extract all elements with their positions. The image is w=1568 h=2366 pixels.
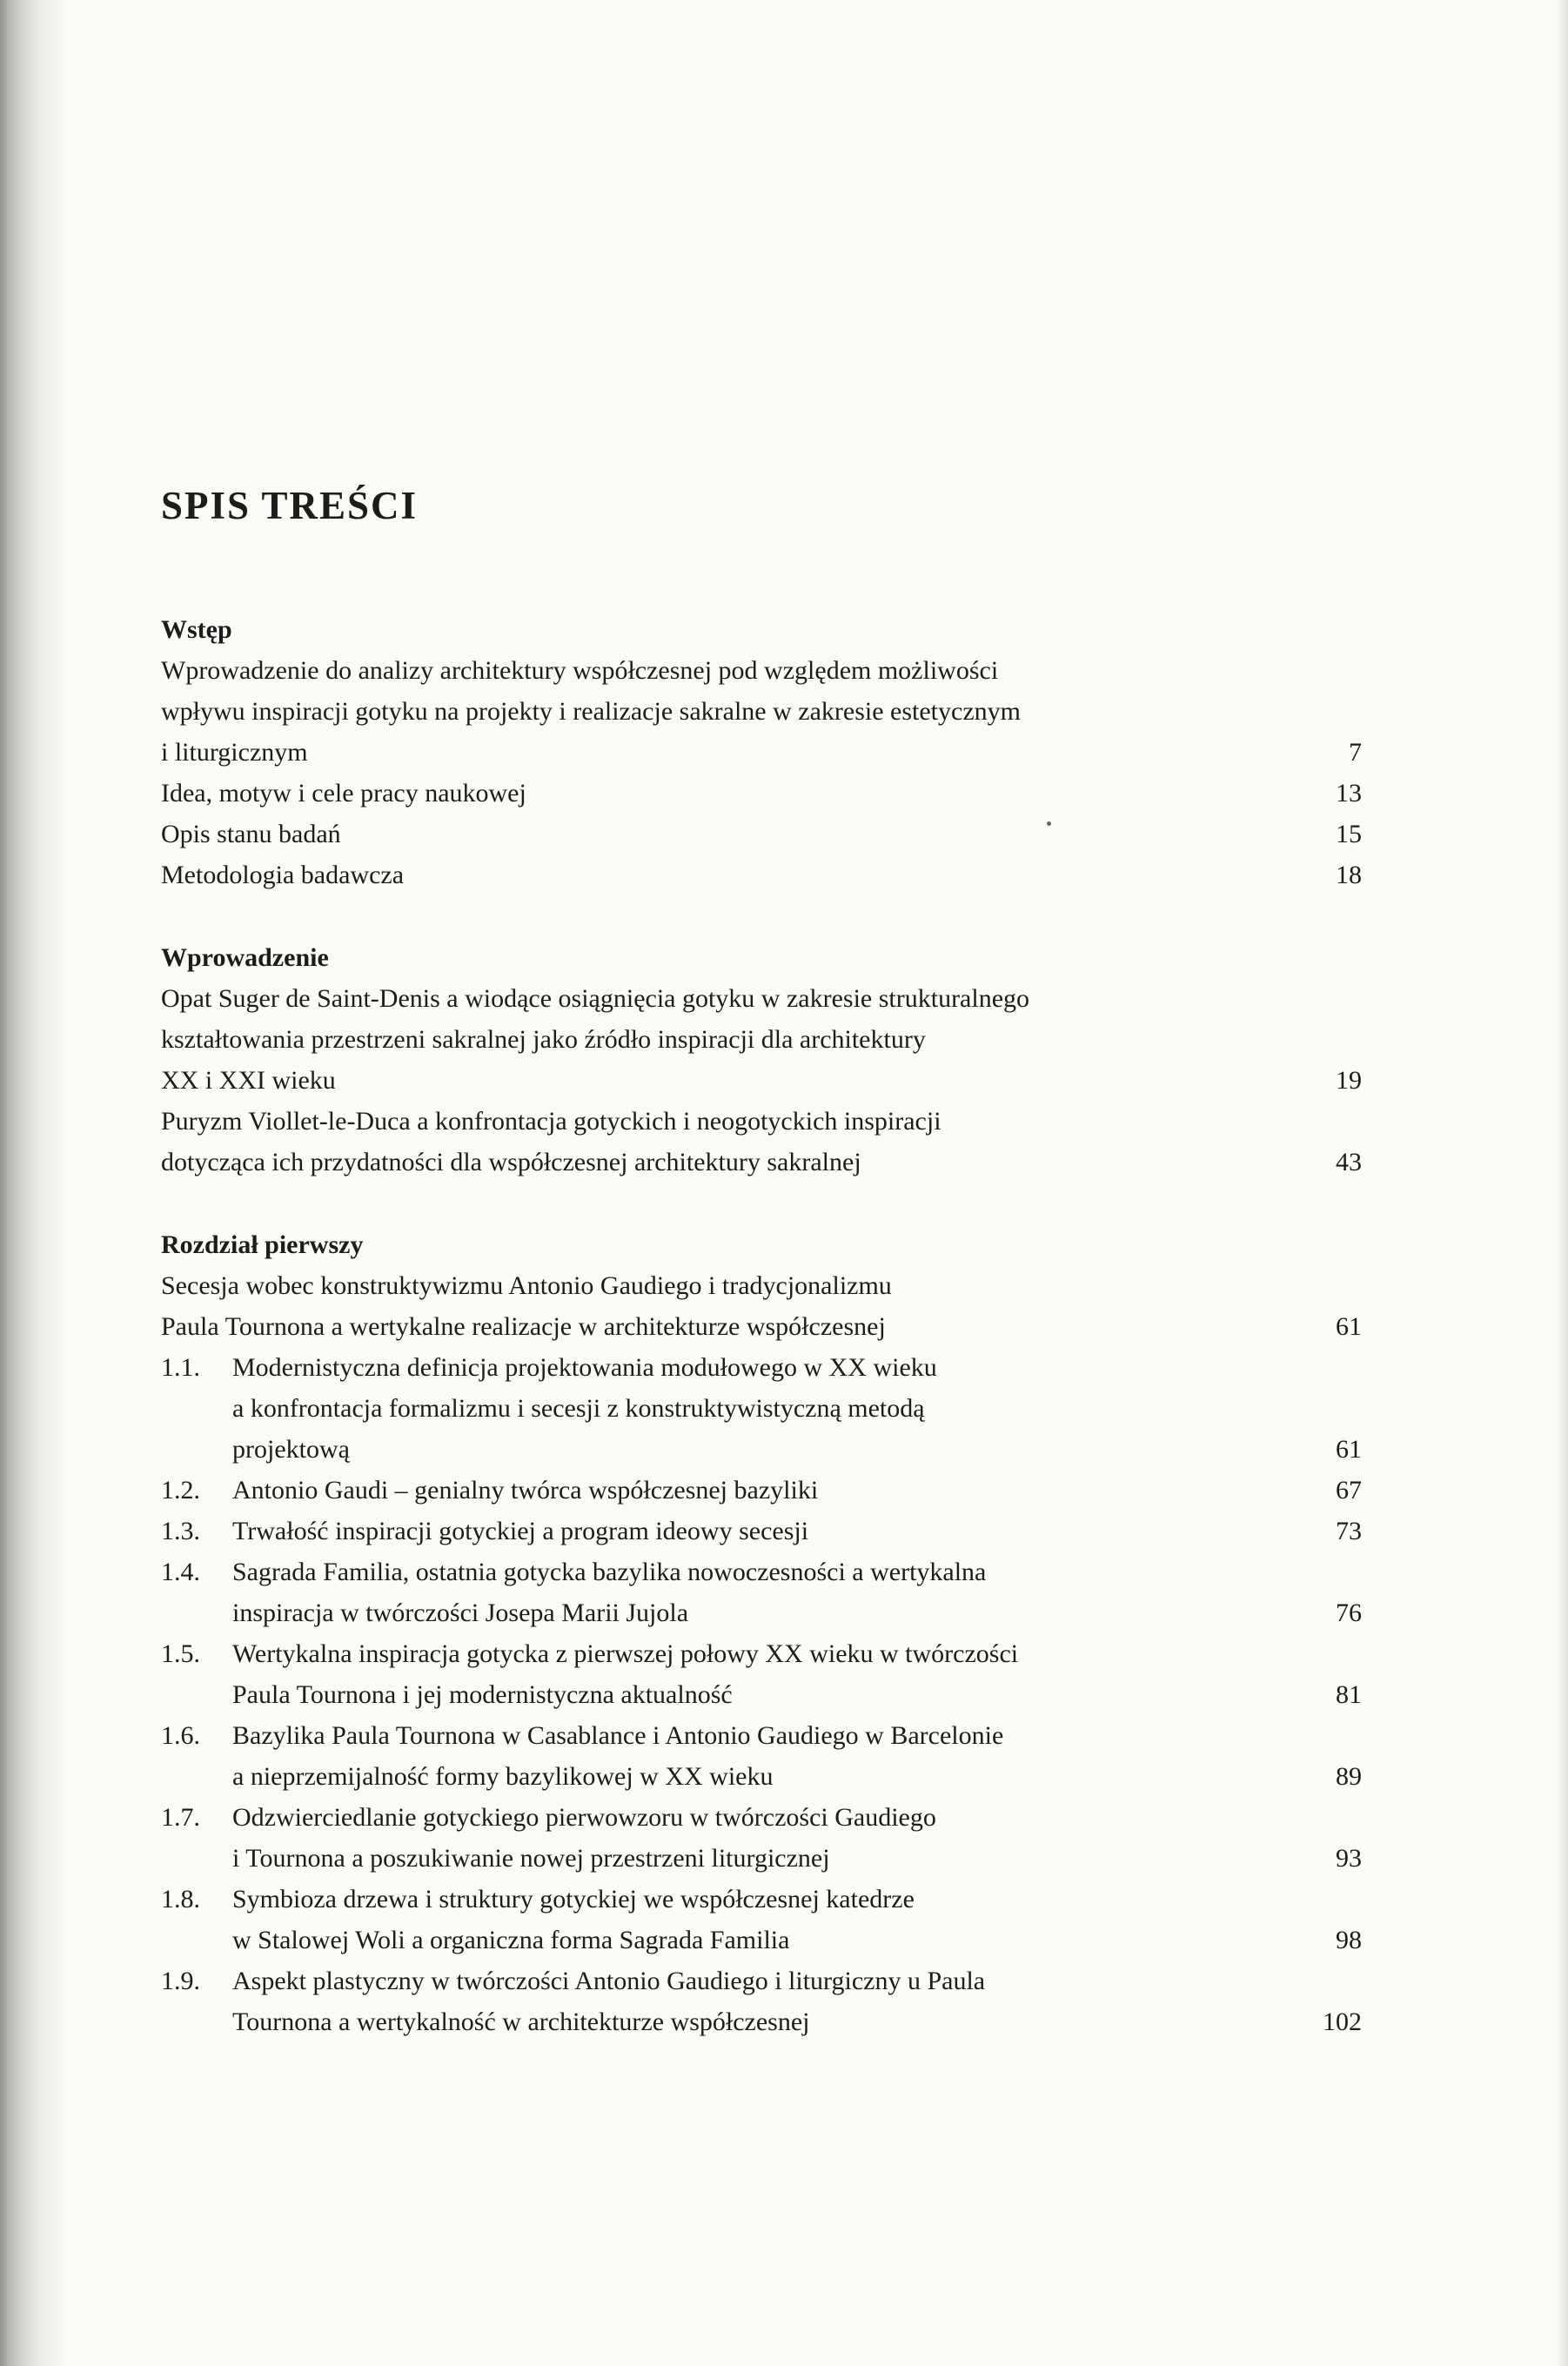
entry-line <box>161 1306 1362 1347</box>
entry-line <box>161 1674 1362 1715</box>
toc-entry <box>161 1101 1362 1183</box>
entry-line <box>161 773 1362 814</box>
entry-line <box>161 1429 1362 1470</box>
toc-entry <box>161 1552 1362 1633</box>
table-of-contents <box>161 484 1362 2042</box>
entry-text: Metodologia badawcza <box>161 861 405 889</box>
entry-line <box>161 1756 1362 1797</box>
entry-number: 1.5. <box>161 1639 200 1668</box>
entry-number: 1.4. <box>161 1558 200 1586</box>
entry-line <box>161 1470 1362 1511</box>
page-number: 61 <box>1336 1435 1362 1464</box>
entry-line <box>161 978 1362 1019</box>
entry-line <box>161 1511 1362 1552</box>
toc-entry <box>161 1797 1362 1879</box>
toc-entry <box>161 1265 1362 1347</box>
entry-text: Idea, motyw i cele pracy naukowej <box>161 779 526 808</box>
entry-line <box>161 1101 1362 1142</box>
entry-text: Symbioza drzewa i struktury gotyckiej we współczesnej katedrze <box>232 1885 915 1914</box>
entry-text: a konfrontacja formalizmu i secesji z konstruktywistyczną metodą <box>232 1394 925 1423</box>
toc-entry <box>161 1511 1362 1552</box>
entry-text: i Tournona a poszukiwanie nowej przestrzeni liturgicznej <box>232 1844 830 1873</box>
toc-section <box>161 937 1362 1183</box>
page-number: 67 <box>1336 1476 1362 1505</box>
section-heading: Wstęp <box>161 615 232 644</box>
entry-number: 1.6. <box>161 1721 200 1750</box>
entry-text: Puryzm Viollet-le-Duca a konfrontacja gotyckich i neogotyckich inspiracji <box>161 1107 941 1136</box>
toc-entry <box>161 978 1362 1101</box>
page-number: 19 <box>1336 1066 1362 1095</box>
entry-text: projektową <box>232 1435 350 1464</box>
entry-number: 1.2. <box>161 1476 200 1505</box>
entry-line <box>161 1633 1362 1674</box>
section-heading: Wprowadzenie <box>161 943 329 972</box>
entry-text: wpływu inspiracji gotyku na projekty i realizacje sakralne w zakresie estetycznym <box>161 697 1021 726</box>
entry-line <box>161 1960 1362 2001</box>
toc-entry <box>161 773 1362 814</box>
entry-text: kształtowania przestrzeni sakralnej jako źródło inspiracji dla architektury <box>161 1025 926 1054</box>
entry-line <box>161 1388 1362 1429</box>
toc-entry <box>161 1715 1362 1797</box>
entry-text: Opis stanu badań <box>161 820 341 848</box>
entry-line <box>161 1265 1362 1306</box>
entry-number: 1.1. <box>161 1353 200 1382</box>
entry-text: Tournona a wertykalność w architekturze współczesnej <box>232 2007 810 2036</box>
entry-line <box>161 1060 1362 1101</box>
entry-text: Secesja wobec konstruktywizmu Antonio Gaudiego i tradycjonalizmu <box>161 1271 892 1300</box>
entry-text: Wprowadzenie do analizy architektury współczesnej pod względem możliwości <box>161 656 999 685</box>
entry-line <box>161 1838 1362 1879</box>
entry-line <box>161 1347 1362 1388</box>
entry-line <box>161 814 1362 855</box>
entry-line <box>161 855 1362 895</box>
toc-entry <box>161 1879 1362 1960</box>
page-number: 13 <box>1336 779 1362 808</box>
entry-number: 1.8. <box>161 1885 200 1914</box>
page-number: 102 <box>1323 2007 1362 2036</box>
entry-line <box>161 1920 1362 1960</box>
page-number: 61 <box>1336 1312 1362 1341</box>
toc-section <box>161 609 1362 895</box>
entry-line <box>161 1142 1362 1183</box>
page-number: 89 <box>1336 1762 1362 1791</box>
section-heading: Rozdział pierwszy <box>161 1230 364 1259</box>
page-number: 43 <box>1336 1148 1362 1176</box>
entry-text: Opat Suger de Saint-Denis a wiodące osiągnięcia gotyku w zakresie strukturalnego <box>161 984 1030 1013</box>
entry-line <box>161 1592 1362 1633</box>
entry-text: Wertykalna inspiracja gotycka z pierwszej połowy XX wieku w twórczości <box>232 1639 1019 1668</box>
entry-text: Antonio Gaudi – genialny twórca współczesnej bazyliki <box>232 1476 819 1505</box>
page-number: 18 <box>1336 861 1362 889</box>
scan-edge-shadow-left <box>0 0 68 2366</box>
toc-entry <box>161 855 1362 895</box>
page-number: 73 <box>1336 1517 1362 1545</box>
toc-entry <box>161 650 1362 773</box>
entry-text: i liturgicznym <box>161 738 308 767</box>
entry-text: Sagrada Familia, ostatnia gotycka bazylika nowoczesności a wertykalna <box>232 1558 987 1586</box>
toc-entry <box>161 1960 1362 2042</box>
toc-entry <box>161 814 1362 855</box>
page-number: 76 <box>1336 1599 1362 1627</box>
scan-speck <box>1047 821 1051 826</box>
toc-entry <box>161 1633 1362 1715</box>
entry-number: 1.9. <box>161 1967 200 1995</box>
entry-text: a nieprzemijalność formy bazylikowej w XX wieku <box>232 1762 774 1791</box>
entry-text: Aspekt plastyczny w twórczości Antonio Gaudiego i liturgiczny u Paula <box>232 1967 986 1995</box>
entry-text: w Stalowej Woli a organiczna forma Sagrada Familia <box>232 1926 790 1954</box>
entry-text: inspiracja w twórczości Josepa Marii Jujola <box>232 1599 689 1627</box>
page-number: 7 <box>1349 738 1362 767</box>
entry-text: Trwałość inspiracji gotyckiej a program ideowy secesji <box>232 1517 809 1545</box>
entry-text: dotycząca ich przydatności dla współczesnej architektury sakralnej <box>161 1148 861 1176</box>
toc-title: SPIS TREŚCI <box>161 484 419 527</box>
entry-line <box>161 1019 1362 1060</box>
entry-line <box>161 732 1362 773</box>
page-number: 81 <box>1336 1680 1362 1709</box>
entry-text: Odzwierciedlanie gotyckiego pierwowzoru w twórczości Gaudiego <box>232 1803 936 1832</box>
entry-line <box>161 650 1362 691</box>
page-number: 15 <box>1336 820 1362 848</box>
scan-edge-shadow-right <box>1556 0 1568 2366</box>
toc-section <box>161 1224 1362 2042</box>
entry-text: Modernistyczna definicja projektowania modułowego w XX wieku <box>232 1353 937 1382</box>
toc-entry <box>161 1347 1362 1470</box>
entry-text: Paula Tournona i jej modernistyczna aktualność <box>232 1680 733 1709</box>
page-number: 93 <box>1336 1844 1362 1873</box>
entry-line <box>161 1879 1362 1920</box>
entry-text: Bazylika Paula Tournona w Casablance i Antonio Gaudiego w Barcelonie <box>232 1721 1004 1750</box>
entry-number: 1.3. <box>161 1517 200 1545</box>
entry-line <box>161 2001 1362 2042</box>
page-number: 98 <box>1336 1926 1362 1954</box>
entry-text: Paula Tournona a wertykalne realizacje w architekturze współczesnej <box>161 1312 886 1341</box>
entry-line <box>161 691 1362 732</box>
entry-text: XX i XXI wieku <box>161 1066 336 1095</box>
entry-line <box>161 1552 1362 1592</box>
entry-line <box>161 1715 1362 1756</box>
entry-line <box>161 1797 1362 1838</box>
toc-sections <box>161 609 1362 2042</box>
toc-entry <box>161 1470 1362 1511</box>
entry-number: 1.7. <box>161 1803 200 1832</box>
